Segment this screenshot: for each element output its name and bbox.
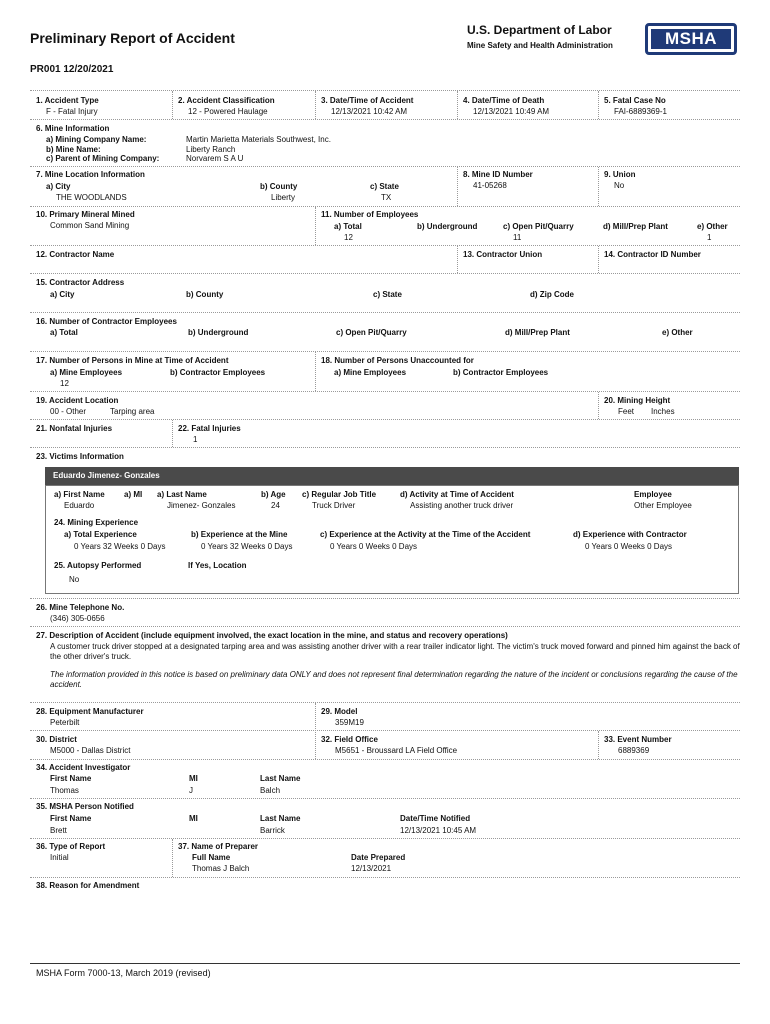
contractor-employees-label-17: b) Contractor Employees [170, 368, 266, 377]
job-title-label: c) Regular Job Title [302, 490, 377, 499]
activity-experience-value: 0 Years 0 Weeks 0 Days [330, 542, 418, 551]
divider [30, 119, 740, 120]
divider [30, 730, 740, 731]
total-label: a) Total [334, 222, 362, 231]
divider [598, 731, 599, 759]
district-label: 30. District [36, 735, 77, 744]
field-office-label: 32. Field Office [321, 735, 378, 744]
notified-first-value: Brett [50, 826, 67, 835]
fatal-label: 22. Fatal Injuries [178, 424, 241, 433]
divider [172, 420, 173, 447]
job-title-value: Truck Driver [312, 501, 356, 510]
divider [30, 626, 740, 627]
other-value: 1 [707, 233, 712, 242]
notified-datetime-value: 12/13/2021 10:45 AM [400, 826, 477, 835]
contractor-address-label: 15. Contractor Address [36, 278, 125, 287]
total-experience-label: a) Total Experience [64, 530, 137, 539]
contractor-other-label: e) Other [662, 328, 693, 337]
contractor-union-label: 13. Contractor Union [463, 250, 543, 259]
contractor-city-label: a) City [50, 290, 75, 299]
county-label: b) County [260, 182, 298, 191]
mill-label: d) Mill/Prep Plant [603, 222, 668, 231]
city-label: a) City [46, 182, 71, 191]
notified-label: 35. MSHA Person Notified [36, 802, 134, 811]
district-value: M5000 - Dallas District [50, 746, 131, 755]
contractor-underground-label: b) Underground [188, 328, 249, 337]
accident-type-label: 1. Accident Type [36, 96, 99, 105]
employees-label: 11. Number of Employees [321, 210, 419, 219]
agency-name: Mine Safety and Health Administration [467, 41, 613, 50]
divider [30, 877, 740, 878]
notified-mi-label: MI [189, 814, 198, 823]
date-prepared-value: 12/13/2021 [351, 864, 392, 873]
activity-value: Assisting another truck driver [410, 501, 514, 510]
notified-last-value: Barrick [260, 826, 285, 835]
datetime-death-label: 4. Date/Time of Death [463, 96, 545, 105]
mineral-label: 10. Primary Mineral Mined [36, 210, 135, 219]
datetime-accident-label: 3. Date/Time of Accident [321, 96, 414, 105]
divider [30, 206, 740, 207]
notified-first-label: First Name [50, 814, 92, 823]
divider [30, 166, 740, 167]
telephone-value: (346) 305-0656 [50, 614, 105, 623]
company-label: a) Mining Company Name: [46, 135, 147, 144]
unaccounted-contractor-employees-label: b) Contractor Employees [453, 368, 549, 377]
divider [457, 91, 458, 119]
autopsy-location-label: If Yes, Location [188, 561, 247, 570]
report-type-value: Initial [50, 853, 69, 862]
fatal-value: 1 [193, 435, 198, 444]
divider [315, 703, 316, 759]
divider [30, 391, 740, 392]
divider [315, 352, 316, 391]
event-number-value: 6889369 [618, 746, 650, 755]
divider [30, 419, 740, 420]
event-number-label: 33. Event Number [604, 735, 672, 744]
divider [172, 91, 173, 119]
description-text: A customer truck driver stopped at a designated tarping area and was assisting another driver with a rear trailer indicator light. The victim's truck moved forward and pinned him against the back of the other driver's truck. [50, 642, 740, 661]
investigator-first-label: First Name [50, 774, 92, 783]
divider [315, 91, 316, 119]
accident-type-value: F - Fatal Injury [46, 107, 98, 116]
contractor-id-label: 14. Contractor ID Number [604, 250, 701, 259]
divider [598, 392, 599, 419]
accident-location-description: Tarping area [110, 407, 155, 416]
manufacturer-value: Peterbilt [50, 718, 80, 727]
mine-experience-label: b) Experience at the Mine [191, 530, 288, 539]
accident-location-code: 00 - Other [50, 407, 87, 416]
mine-experience-value: 0 Years 32 Weeks 0 Days [201, 542, 293, 551]
parent-value: Norvarem S A U [186, 154, 244, 163]
unaccounted-mine-employees-label: a) Mine Employees [334, 368, 407, 377]
fatal-case-label: 5. Fatal Case No [604, 96, 666, 105]
page-title: Preliminary Report of Accident [30, 30, 235, 46]
divider [172, 839, 173, 877]
divider [30, 598, 740, 599]
datetime-accident-value: 12/13/2021 10:42 AM [331, 107, 408, 116]
contractor-experience-label: d) Experience with Contractor [573, 530, 687, 539]
autopsy-label: 25. Autopsy Performed [54, 561, 142, 570]
inches-label: Inches [651, 407, 675, 416]
feet-label: Feet [618, 407, 635, 416]
mineral-value: Common Sand Mining [50, 221, 130, 230]
model-value: 359M19 [335, 718, 364, 727]
classification-label: 2. Accident Classification [178, 96, 275, 105]
description-label: 27. Description of Accident (include equipment involved, the exact location in the mine, and status and recovery operations) [36, 631, 508, 640]
divider [30, 838, 740, 839]
preparer-full-name-value: Thomas J Balch [192, 864, 250, 873]
model-label: 29. Model [321, 707, 358, 716]
divider [30, 312, 740, 313]
divider [30, 90, 740, 91]
msha-logo [645, 23, 737, 55]
activity-label: d) Activity at Time of Accident [400, 490, 514, 499]
total-experience-value: 0 Years 32 Weeks 0 Days [74, 542, 166, 551]
msha-logo-text: MSHA [651, 29, 731, 49]
contractor-county-label: b) County [186, 290, 224, 299]
mine-name-label: b) Mine Name: [46, 145, 101, 154]
contractor-experience-value: 0 Years 0 Weeks 0 Days [585, 542, 673, 551]
mining-height-label: 20. Mining Height [604, 396, 671, 405]
divider [598, 91, 599, 119]
divider [30, 273, 740, 274]
city-value: THE WOODLANDS [56, 193, 127, 202]
victim-first-name-value: Eduardo [64, 501, 95, 510]
divider [457, 246, 458, 273]
contractor-open-pit-label: c) Open Pit/Quarry [336, 328, 407, 337]
experience-label: 24. Mining Experience [54, 518, 139, 527]
underground-label: b) Underground [417, 222, 478, 231]
open-pit-label: c) Open Pit/Quarry [503, 222, 574, 231]
contractor-zip-label: d) Zip Code [530, 290, 574, 299]
notified-last-label: Last Name [260, 814, 301, 823]
footer-form: MSHA Form 7000-13, March 2019 (revised) [36, 968, 211, 978]
autopsy-value: No [69, 575, 80, 584]
investigator-mi-label: MI [189, 774, 198, 783]
divider [30, 798, 740, 799]
victims-label: 23. Victims Information [36, 452, 124, 461]
report-id: PR001 12/20/2021 [30, 64, 114, 75]
manufacturer-label: 28. Equipment Manufacturer [36, 707, 144, 716]
preparer-label: 37. Name of Preparer [178, 842, 259, 851]
contractor-mill-label: d) Mill/Prep Plant [505, 328, 570, 337]
divider [30, 759, 740, 760]
activity-experience-label: c) Experience at the Activity at the Time of the Accident [320, 530, 531, 539]
mine-employees-value: 12 [60, 379, 69, 388]
divider [30, 245, 740, 246]
unaccounted-label: 18. Number of Persons Unaccounted for [321, 356, 474, 365]
notified-datetime-label: Date/Time Notified [400, 814, 471, 823]
footer-rule [30, 963, 740, 964]
divider [598, 246, 599, 273]
divider [598, 167, 599, 206]
union-value: No [614, 181, 625, 190]
parent-label: c) Parent of Mining Company: [46, 154, 160, 163]
divider [30, 351, 740, 352]
company-value: Martin Marietta Materials Southwest, Inc. [186, 135, 331, 144]
victim-age-label: b) Age [261, 490, 286, 499]
victim-last-name-label: a) Last Name [157, 490, 207, 499]
field-office-value: M5651 - Broussard LA Field Office [335, 746, 458, 755]
investigator-last-label: Last Name [260, 774, 301, 783]
contractor-total-label: a) Total [50, 328, 78, 337]
mine-id-value: 41-05268 [473, 181, 507, 190]
employee-label: Employee [634, 490, 672, 499]
victim-name-bar: Eduardo Jimenez- Gonzales [45, 467, 739, 485]
mine-id-label: 8. Mine ID Number [463, 170, 533, 179]
date-prepared-label: Date Prepared [351, 853, 406, 862]
contractor-name-label: 12. Contractor Name [36, 250, 115, 259]
contractor-state-label: c) State [373, 290, 402, 299]
preparer-full-name-label: Full Name [192, 853, 231, 862]
investigator-last-value: Balch [260, 786, 281, 795]
total-value: 12 [344, 233, 353, 242]
employee-value: Other Employee [634, 501, 692, 510]
state-value: TX [381, 193, 392, 202]
investigator-mi-value: J [189, 786, 193, 795]
county-value: Liberty [271, 193, 296, 202]
victim-mi-label: a) MI [124, 490, 143, 499]
investigator-label: 34. Accident Investigator [36, 763, 131, 772]
department-name: U.S. Department of Labor [467, 23, 612, 37]
other-label: e) Other [697, 222, 728, 231]
mine-info-label: 6. Mine Information [36, 124, 110, 133]
union-label: 9. Union [604, 170, 636, 179]
persons-in-mine-label: 17. Number of Persons in Mine at Time of Accident [36, 356, 229, 365]
contractor-employees-label: 16. Number of Contractor Employees [36, 317, 177, 326]
divider [30, 702, 740, 703]
datetime-death-value: 12/13/2021 10:49 AM [473, 107, 550, 116]
mine-employees-label: a) Mine Employees [50, 368, 123, 377]
report-type-label: 36. Type of Report [36, 842, 106, 851]
investigator-first-value: Thomas [50, 786, 79, 795]
victim-last-name-value: Jimenez- Gonzales [167, 501, 236, 510]
telephone-label: 26. Mine Telephone No. [36, 603, 125, 612]
mine-name-value: Liberty Ranch [186, 145, 236, 154]
amendment-label: 38. Reason for Amendment [36, 881, 140, 890]
state-label: c) State [370, 182, 399, 191]
divider [457, 167, 458, 206]
accident-location-label: 19. Accident Location [36, 396, 119, 405]
open-pit-value: 11 [513, 233, 522, 242]
divider [30, 447, 740, 448]
fatal-case-value: FAI-6889369-1 [614, 107, 667, 116]
victim-age-value: 24 [271, 501, 280, 510]
victim-first-name-label: a) First Name [54, 490, 105, 499]
description-disclaimer: The information provided in this notice is based on preliminary data ONLY and does not represent final determination regarding the nature of the incident or conclusions regarding the cause of the accident. [50, 670, 738, 689]
nonfatal-label: 21. Nonfatal Injuries [36, 424, 113, 433]
classification-value: 12 - Powered Haulage [188, 107, 268, 116]
location-label: 7. Mine Location Information [36, 170, 145, 179]
divider [315, 207, 316, 245]
